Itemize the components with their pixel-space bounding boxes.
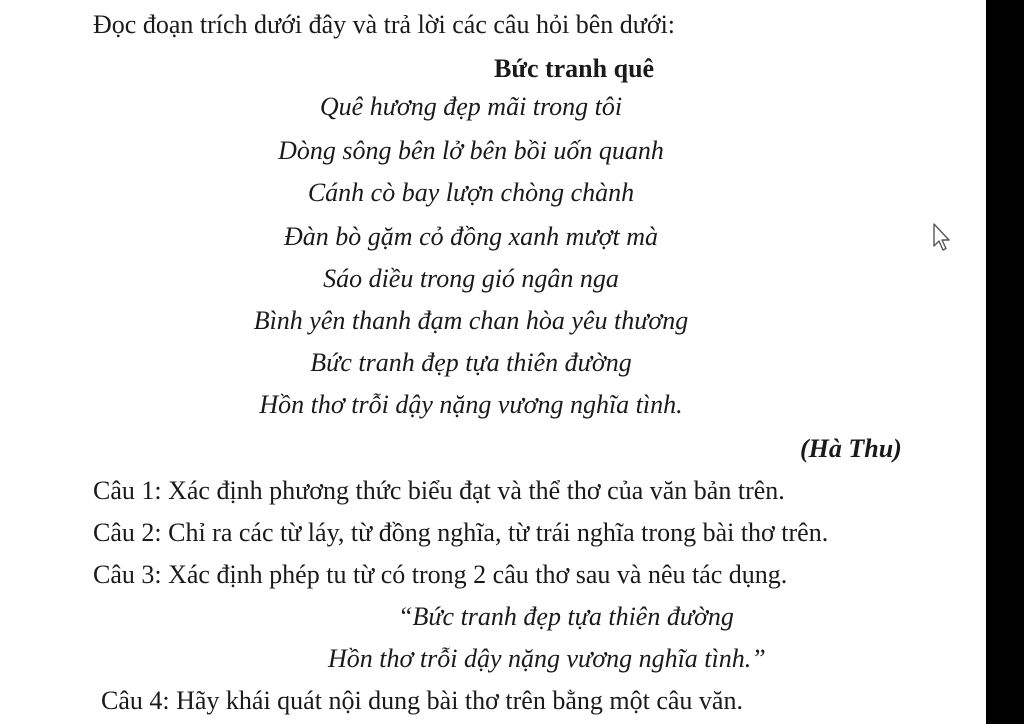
poem-title: Bức tranh quê — [494, 54, 655, 83]
question-3: Câu 3: Xác định phép tu từ có trong 2 câu thơ sau và nêu tác dụng. — [93, 560, 788, 589]
quote-line: “Bức tranh đẹp tựa thiên đường — [398, 602, 734, 631]
poem-line: Đàn bò gặm cỏ đồng xanh mượt mà — [284, 222, 658, 251]
question-1: Câu 1: Xác định phương thức biểu đạt và thể thơ của văn bản trên. — [93, 476, 785, 505]
poem-line: Dòng sông bên lở bên bồi uốn quanh — [278, 136, 664, 165]
poem-line: Quê hương đẹp mãi trong tôi — [319, 92, 623, 121]
instruction-text: Đọc đoạn trích dưới đây và trả lời các câu hỏi bên dưới: — [93, 10, 676, 39]
screen-border — [986, 0, 1024, 724]
poem-line: Bức tranh đẹp tựa thiên đường — [310, 348, 632, 377]
quote-line: Hồn thơ trỗi dậy nặng vương nghĩa tình.” — [328, 644, 766, 673]
poem-author: (Hà Thu) — [800, 434, 902, 463]
poem-line: Hồn thơ trỗi dậy nặng vương nghĩa tình. — [259, 390, 683, 419]
poem-line: Sáo diều trong gió ngân nga — [323, 264, 619, 293]
mouse-pointer-icon — [932, 222, 954, 252]
poem-line: Bình yên thanh đạm chan hòa yêu thương — [253, 306, 689, 335]
question-2: Câu 2: Chỉ ra các từ láy, từ đồng nghĩa, từ trái nghĩa trong bài thơ trên. — [93, 518, 829, 547]
question-4: Câu 4: Hãy khái quát nội dung bài thơ trên bằng một câu văn. — [101, 686, 743, 715]
poem-line: Cánh cò bay lượn chòng chành — [307, 178, 635, 207]
